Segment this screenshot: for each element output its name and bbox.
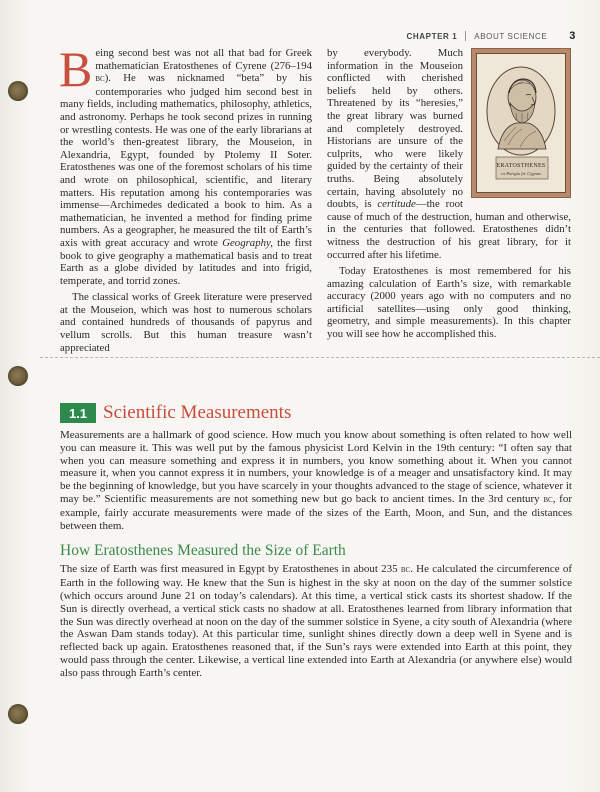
section-label: ABOUT SCIENCE [474, 31, 548, 41]
intro-p1-text-c: the first book to give geography a mathematical basis and to treat Earth as a globe divided by latitudes and into frigid, temperate, and torrid zones. [60, 236, 312, 287]
intro-paragraph-2: The classical works of Greek literature were preserved at the Mouseion, which was host to numerous scholars and contained hundreds of thousands of papyrus and vellum scrolls. But this human treasure wasn’t appreciated [60, 291, 312, 354]
era-label: bc [95, 73, 105, 85]
portrait-caption-sub: ex Parigiu fit. Cygnus [501, 171, 541, 176]
header-separator [465, 31, 466, 41]
portrait-engraving [476, 53, 566, 193]
binder-hole-bottom [8, 704, 28, 724]
intro-p1-text-a: eing second best was not all that bad for Greek mathematician Eratosthenes of Cyrene (276–194 [95, 47, 312, 72]
eratosthenes-portrait [471, 48, 571, 198]
intro-p1-text-b: ). He was nicknamed “beta” by his contemporaries who judged him second best in many fields, including mathematics, philosophy, athletics, and astronomy. Perhaps he took second prizes in running or wrestling contests. He was one of the early librarians at the world’s then-greatest library, the Mouseion, in Alexandria, Egypt, founded by Ptolemy II Soter. Eratosthenes was one of the foremost scholars of his time and wrote on philosophical, scientific, and literary matters. His reputation among his contemporaries was immense—Archimedes dedicated a book to him. As a mathematician, he invented a method for finding prime numbers. As a geographer, he measured the tilt of Earth’s axis with great accuracy and wrote [60, 72, 312, 249]
section-number-badge: 1.1 [60, 403, 96, 423]
method-text-b: . He calculated the circumference of Earth in the following way. He knew that the Sun is highest in the sky at noon on the day of the summer solstice (which occurs around June 21 on today’s calendars). At this time, a vertical stick casts its shortest shadow. If the Sun is directly overhead, a vertical stick casts no shadow at all. Eratosthenes learned from library information that the Sun was directly overhead at noon on the day of the summer solstice in Syene, a city south of Alexandria (where the Aswan Dam stands today). At this particular time, sunlight shines directly down a deep well in Syene and is reflected back up again. Eratosthenes reasoned that, if the Sun’s rays were extended into Earth at this point, they would pass through the center. Likewise, a vertical line extended into Earth at Alexandria (or anywhere else) would also pass through Earth’s center. [60, 563, 572, 679]
intro-paragraph-1 [59, 41, 312, 287]
intro-p2-cont-b: —the root cause of much of the destruction, human and otherwise, in the centuries that followed. Eratosthenes didn’t witness the destruction of his great library, for it occurred after his lifetime. [327, 198, 571, 261]
binder-hole-middle [8, 366, 28, 386]
section-title: Scientific Measurements [103, 402, 292, 423]
intro-paragraph-3: Today Eratosthenes is most remembered for his amazing calculation of Earth’s size, with remarkable accuracy (2000 years ago with no computers and no artificial satellites—using only good thinking, geometry, and simple measurements). In this chapter you will see how he accomplished this. [327, 265, 571, 341]
section-heading [60, 402, 291, 424]
eratosthenes-method-paragraph [60, 563, 572, 679]
intro-p2-cont-a: by everybody. Much information in the Mouseion conflicted with cherished beliefs held by others. Threatened by its “heresies,” the great library was burned and completely destroyed. Historians are unsure of the culprits, who were likely guided by the certainty of their truths. Being absolutely certain, having absolutely no doubts, is [327, 47, 463, 211]
page-number: 3 [569, 30, 576, 42]
measurements-paragraph [60, 429, 572, 532]
method-text-a: The size of Earth was first measured in Egypt by Eratosthenes in about 235 [60, 563, 401, 576]
intro-left-column [59, 41, 312, 354]
measurements-text-b: , for example, fairly accurate measurements were made of the sizes of the Earth, Moon, and Sun, and the distances between them. [60, 492, 573, 532]
drop-cap: B [59, 41, 93, 97]
era-label: bc [400, 564, 411, 576]
binder-hole-top [8, 81, 28, 101]
subsection-heading: How Eratosthenes Measured the Size of Earth [60, 542, 346, 560]
portrait-caption-name: ERATOSTHENES [496, 163, 546, 169]
running-header [407, 30, 576, 42]
measurements-text-a: Measurements are a hallmark of good science. How much you know about something is often related to how well you can measure it. This was well put by the famous physicist Lord Kelvin in the 19th century: “I often say that when you can measure something and express it in numbers, you know something about it. When you cannot measure it, when you cannot express it in numbers, your knowledge is of a meager and unsatisfactory kind. It may be the beginning of knowledge, but you have scarcely in your thoughts advanced to the stage of science, whatever it may be.” Scientific measurements are not something new but go back to ancient times. In the 3rd century [60, 429, 572, 505]
intro-right-column [327, 47, 571, 341]
era-label: bc [543, 493, 553, 505]
section-divider [40, 357, 600, 358]
book-title-geography: Geography, [222, 236, 273, 249]
term-certitude: certitude [377, 198, 416, 211]
chapter-label: CHAPTER 1 [406, 31, 458, 41]
section-body [60, 429, 572, 680]
